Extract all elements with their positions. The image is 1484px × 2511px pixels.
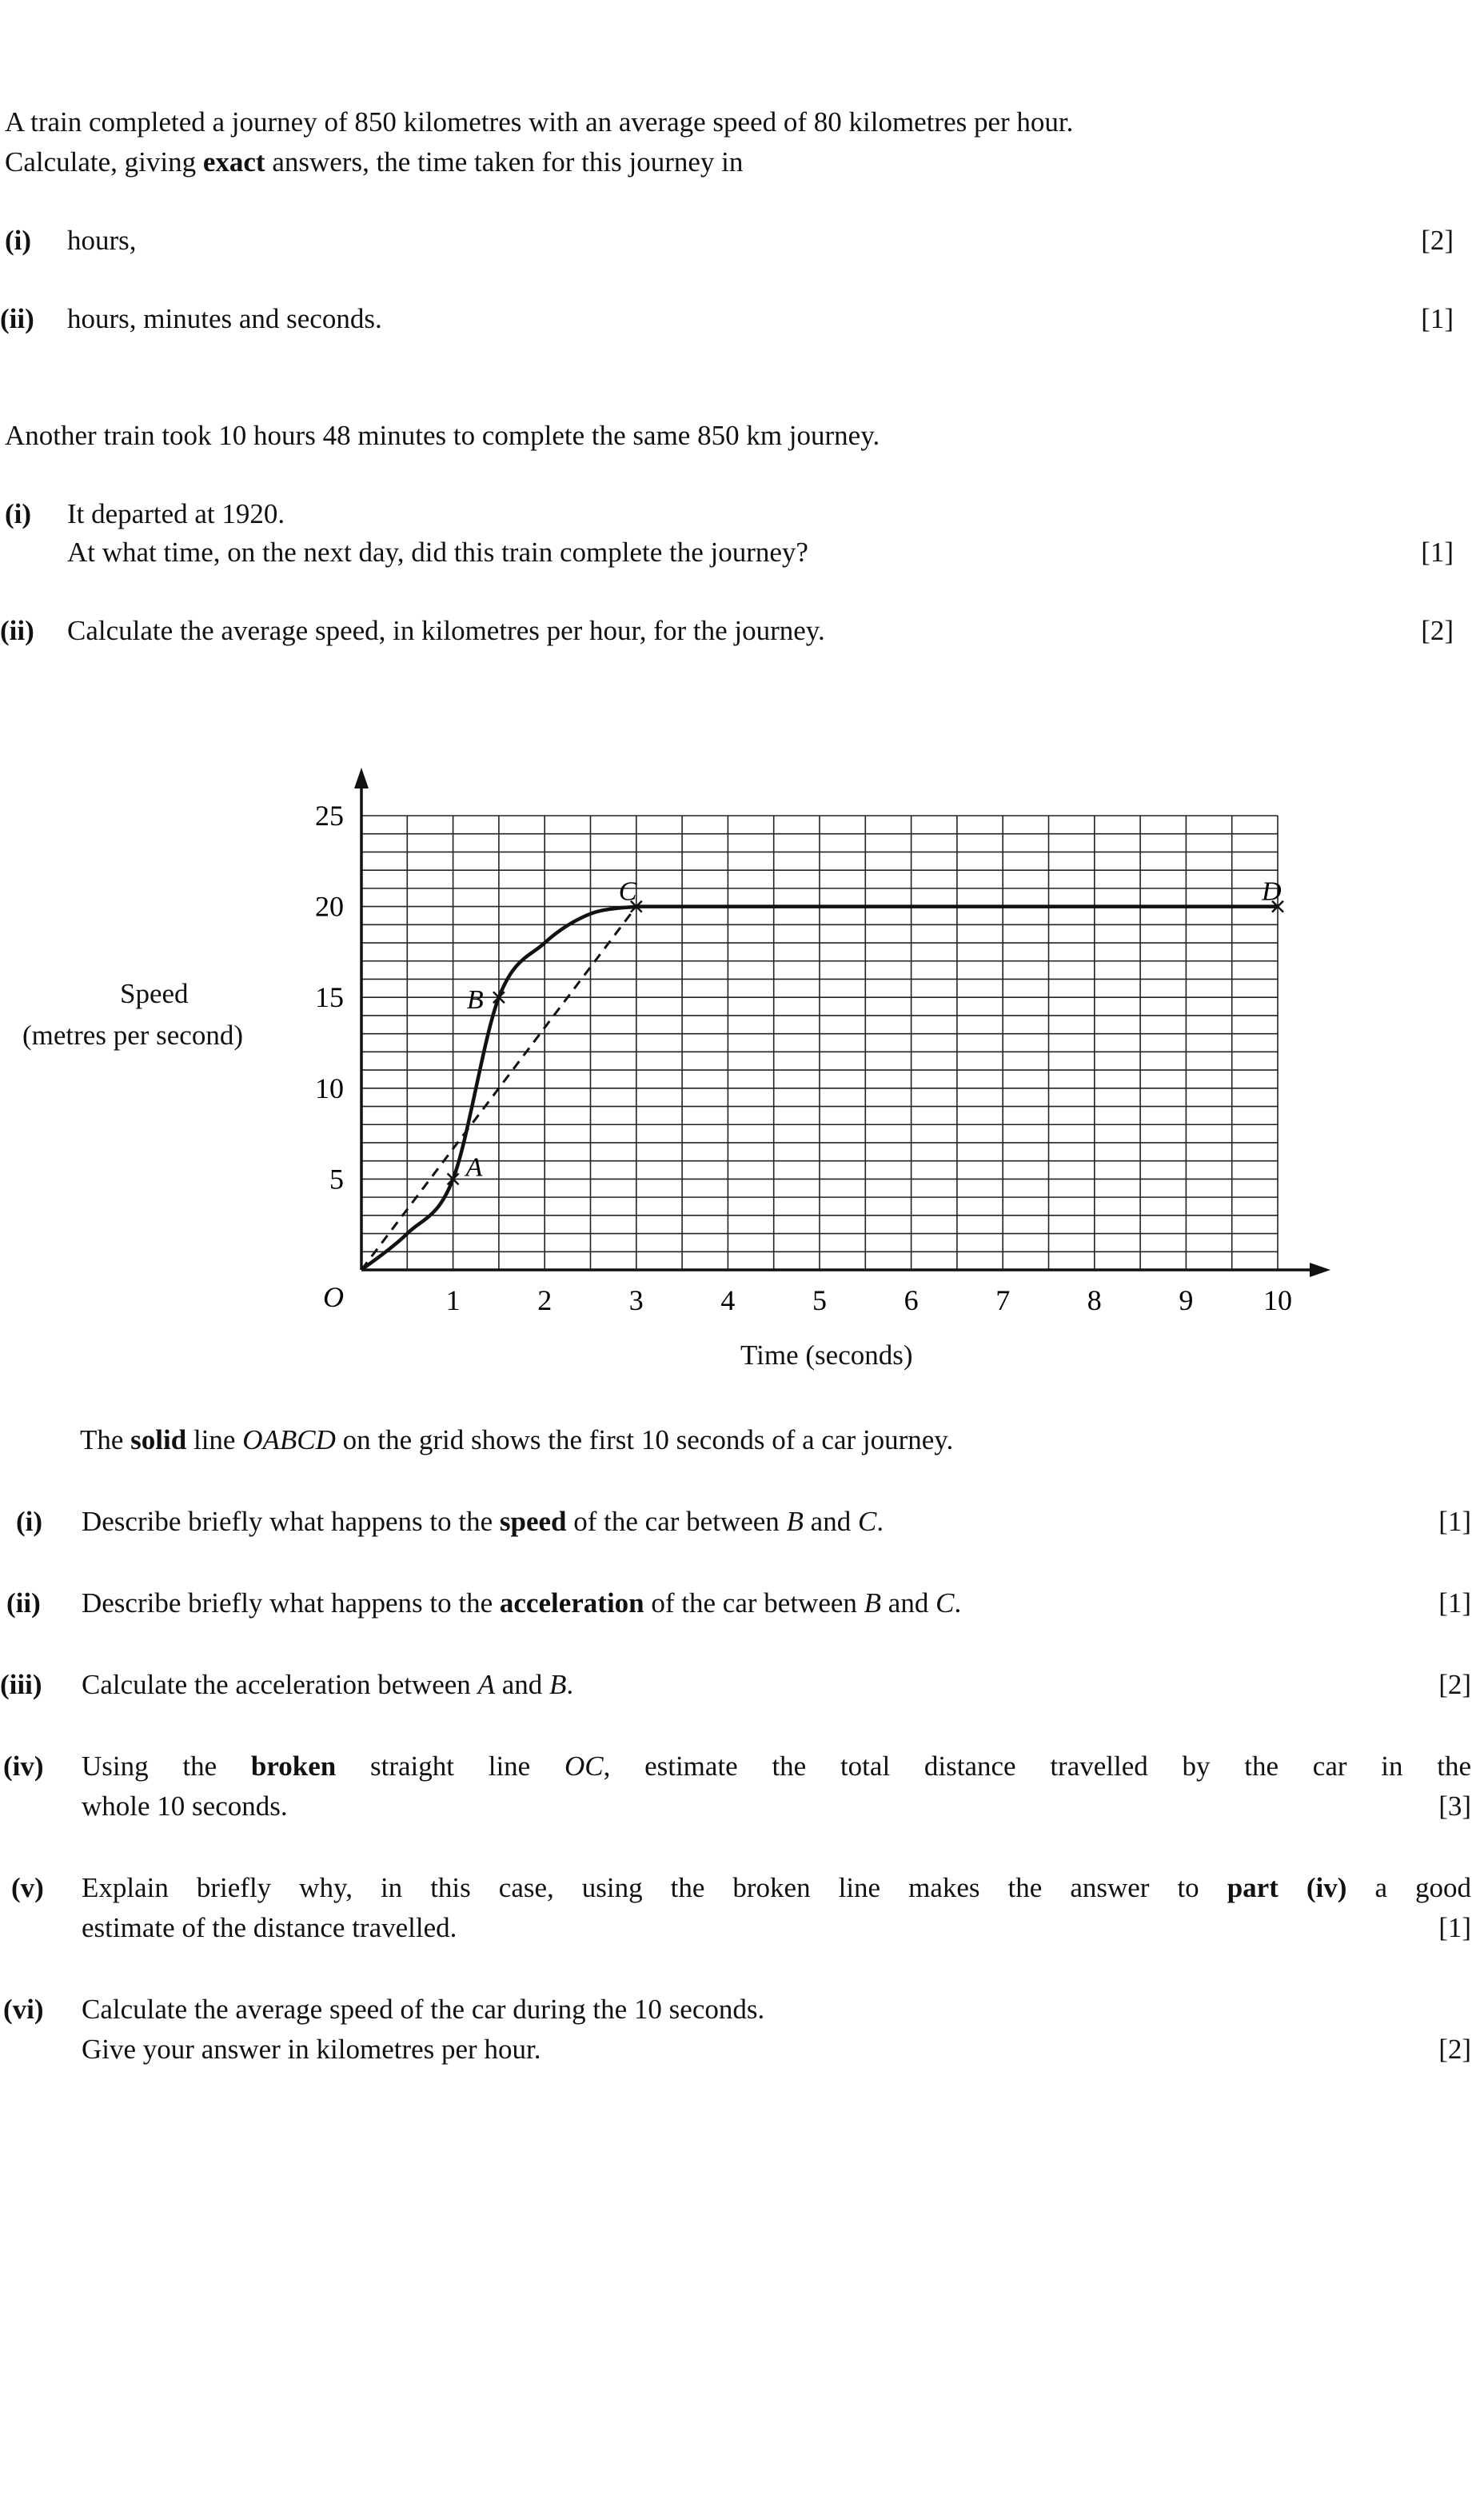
q3-vi-line2: Give your answer in kilometres per hour. (82, 2034, 541, 2065)
q1-a-mark: [2] (1421, 225, 1454, 256)
q3-v-line2: estimate of the distance travelled. (82, 1912, 457, 1943)
x-tick-label: 5 (812, 1284, 827, 1316)
point-label-b: B (466, 985, 484, 1016)
point-label-c: C (618, 876, 637, 907)
q3-iii-text: Calculate the acceleration between A and B. (82, 1669, 574, 1700)
x-tick-label: 10 (1263, 1284, 1292, 1316)
x-tick-label: 9 (1179, 1284, 1194, 1316)
y-tick-label: 15 (315, 981, 344, 1014)
q2-a-line2: At what time, on the next day, did this train complete the journey? (67, 537, 808, 568)
x-tick-label: 4 (720, 1284, 736, 1316)
origin-label: O (323, 1281, 344, 1313)
point-label-d: D (1262, 876, 1282, 907)
q3-iv-mark: [3] (1438, 1790, 1471, 1822)
y-tick-label: 25 (315, 800, 344, 832)
x-tick-label: 8 (1087, 1284, 1102, 1316)
q3-iv-line1: Using the broken straight line OC, estimate the total distance travelled by the car in the (82, 1751, 1471, 1782)
q2-b-number: (ii) (0, 615, 34, 646)
q3-vi-mark: [2] (1438, 2034, 1471, 2065)
graph-ylabel-line1: Speed (120, 978, 189, 1009)
q3-iv-number: (iv) (3, 1751, 44, 1782)
x-tick-label: 3 (628, 1284, 644, 1316)
q1-b-text: hours, minutes and seconds. (67, 303, 382, 334)
q3-iii-number: (iii) (0, 1669, 42, 1700)
q1-b-mark: [1] (1421, 303, 1454, 334)
x-axis-arrow (1310, 1263, 1330, 1277)
q2-intro: Another train took 10 hours 48 minutes to complete the same 850 km journey. (5, 420, 880, 451)
q3-i-text: Describe briefly what happens to the speed of the car between B and C. (82, 1506, 884, 1537)
q3-v-number: (v) (11, 1872, 44, 1903)
q3-iii-mark: [2] (1438, 1669, 1471, 1700)
q2-b-mark: [2] (1421, 615, 1454, 646)
x-tick-label: 7 (995, 1284, 1011, 1316)
graph-ylabel-line2: (metres per second) (22, 1020, 243, 1051)
y-tick-label: 10 (315, 1072, 344, 1104)
q3-intro: The solid line OABCD on the grid shows the first 10 seconds of a car journey. (80, 1424, 954, 1455)
axes (354, 768, 1330, 1277)
q2-b-text: Calculate the average speed, in kilometres per hour, for the journey. (67, 615, 825, 646)
q1-intro-line1: A train completed a journey of 850 kilometres with an average speed of 80 kilometres per hour. (5, 106, 1074, 138)
grid (361, 816, 1278, 1270)
x-tick-label: 6 (904, 1284, 919, 1316)
q3-i-mark: [1] (1438, 1506, 1471, 1537)
x-tick-label: 2 (537, 1284, 553, 1316)
q3-ii-number: (ii) (6, 1587, 41, 1619)
q3-iv-line2: whole 10 seconds. (82, 1790, 288, 1822)
graph-xlabel: Time (seconds) (740, 1339, 913, 1371)
q2-a-line1: It departed at 1920. (67, 498, 285, 529)
ticks (315, 800, 1292, 1316)
q3-vi-number: (vi) (3, 1994, 44, 2025)
q3-v-mark: [1] (1438, 1912, 1471, 1943)
y-tick-label: 5 (329, 1163, 344, 1196)
y-axis-arrow (354, 768, 369, 788)
q3-i-number: (i) (16, 1506, 43, 1537)
y-tick-label: 20 (315, 890, 344, 923)
q1-a-number: (i) (5, 225, 32, 256)
x-tick-label: 1 (445, 1284, 461, 1316)
q1-intro-line2: Calculate, giving exact answers, the time taken for this journey in (5, 146, 744, 178)
q2-a-mark: [1] (1421, 537, 1454, 568)
point-label-a: A (465, 1152, 483, 1183)
q3-vi-line1: Calculate the average speed of the car during the 10 seconds. (82, 1994, 765, 2025)
q1-a-text: hours, (67, 225, 137, 256)
q3-v-line1: Explain briefly why, in this case, using the broken line makes the answer to part (iv) a good (82, 1872, 1471, 1903)
q3-ii-mark: [1] (1438, 1587, 1471, 1619)
q1-b-number: (ii) (0, 303, 34, 334)
q3-ii-text: Describe briefly what happens to the acceleration of the car between B and C. (82, 1587, 962, 1619)
q2-a-number: (i) (5, 498, 32, 529)
